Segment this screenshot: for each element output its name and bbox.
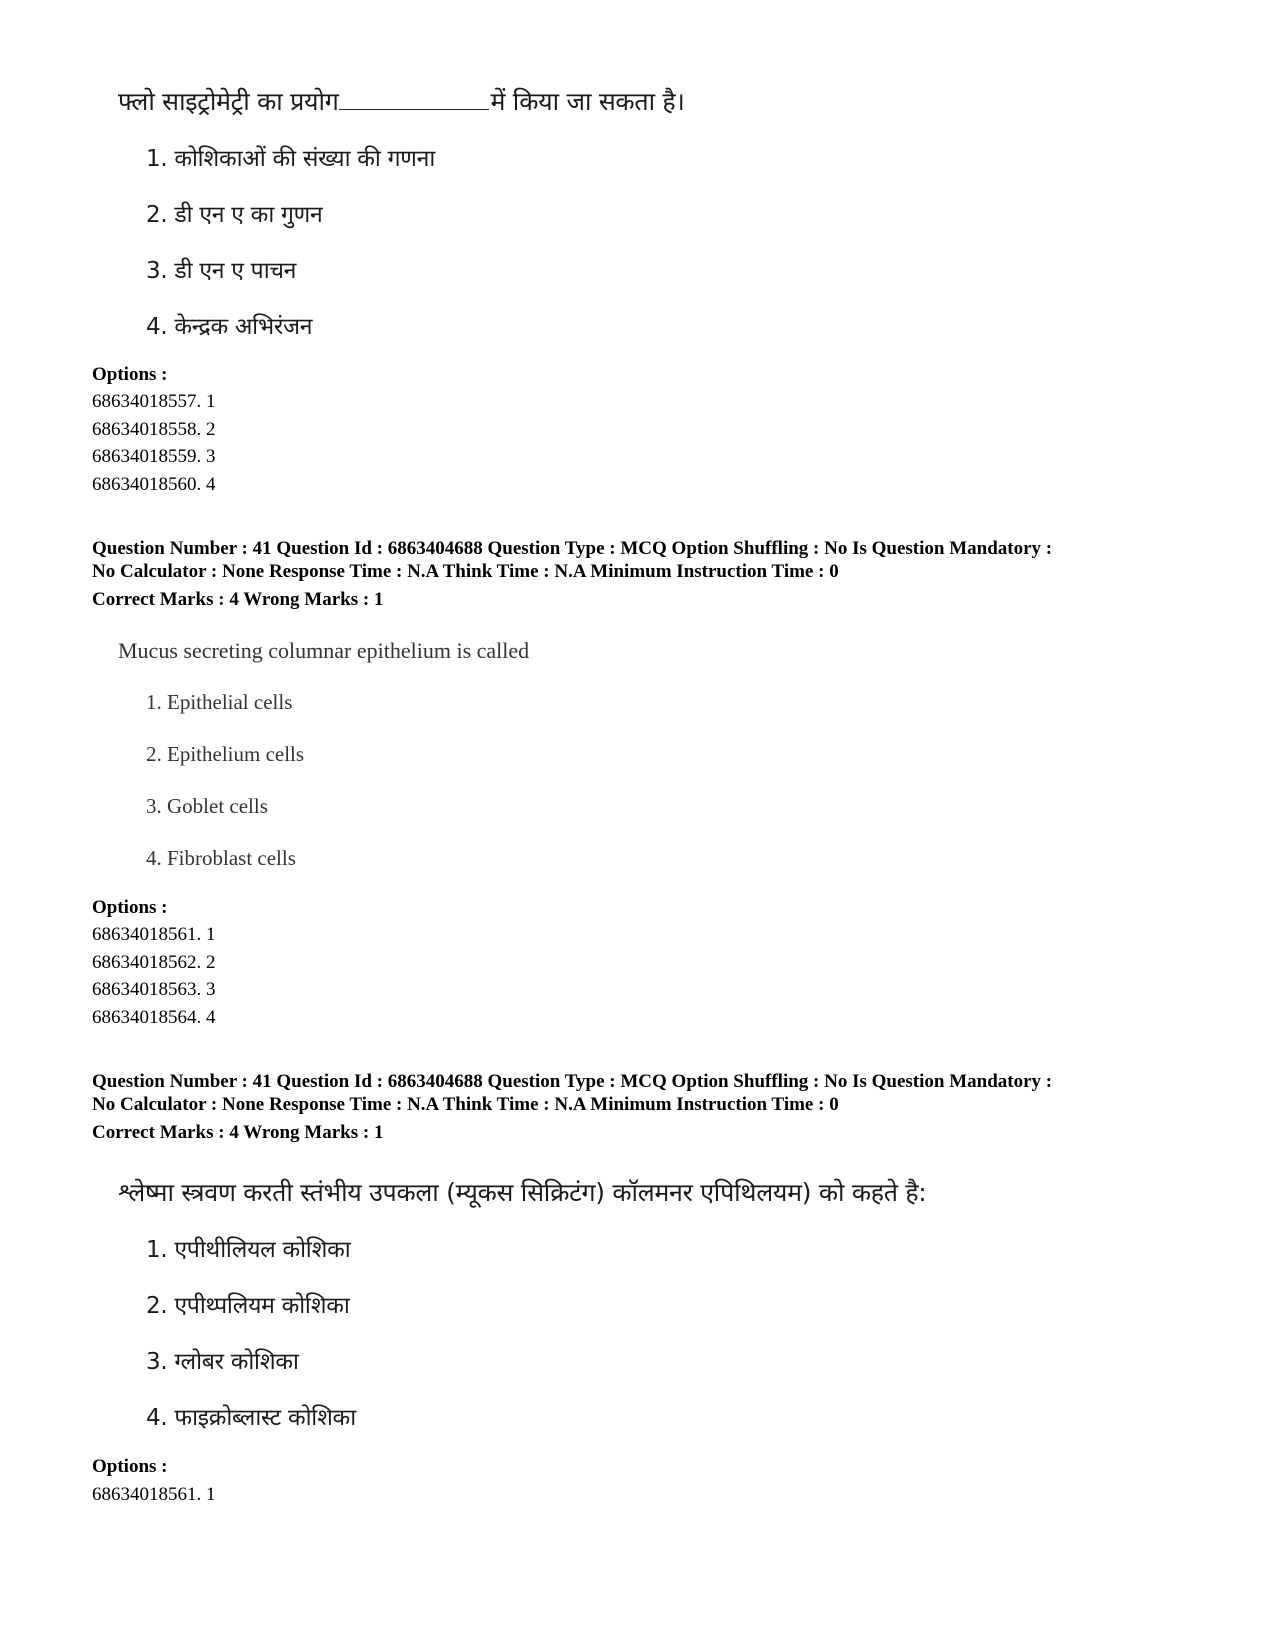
question-text-suffix: में किया जा सकता है। xyxy=(490,87,685,116)
options-label: Options : xyxy=(92,1456,168,1477)
question-marks: Correct Marks : 4 Wrong Marks : 1 xyxy=(92,589,384,610)
fill-blank xyxy=(339,87,489,110)
question-meta-line: No Calculator : None Response Time : N.A Think Time : N.A Minimum Instruction Time : 0 xyxy=(92,1094,839,1115)
choice-item: 4. केन्द्रक अभिरंजन xyxy=(146,314,313,340)
options-label: Options : xyxy=(92,897,168,918)
option-id-line: 68634018560. 4 xyxy=(92,474,216,495)
option-id-line: 68634018558. 2 xyxy=(92,419,216,440)
option-id-line: 68634018559. 3 xyxy=(92,446,216,467)
question-text: श्लेष्मा स्त्रवण करती स्तंभीय उपकला (म्यूकस सिक्रिटंग) कॉलमनर एपिथिलयम) को कहते है: xyxy=(118,1178,927,1207)
choice-item: 4. फाइक्रोब्लास्ट कोशिका xyxy=(146,1405,356,1431)
choice-item: 1. Epithelial cells xyxy=(146,690,293,714)
choice-item: 2. Epithelium cells xyxy=(146,742,305,766)
choice-item: 1. एपीथीलियल कोशिका xyxy=(146,1237,351,1263)
option-id-line: 68634018561. 1 xyxy=(92,1484,216,1505)
choice-item: 3. ग्लोबर कोशिका xyxy=(146,1349,299,1375)
choice-item: 4. Fibroblast cells xyxy=(146,846,296,870)
option-id-line: 68634018562. 2 xyxy=(92,952,216,973)
question-text-prefix: फ्लो साइट्रोमेट्री का प्रयोग xyxy=(118,87,339,116)
choice-item: 2. डी एन ए का गुणन xyxy=(146,202,323,228)
options-label: Options : xyxy=(92,364,168,385)
choice-item: 3. डी एन ए पाचन xyxy=(146,258,297,284)
question-meta-line: Question Number : 41 Question Id : 6863404688 Question Type : MCQ Option Shuffling : No Is Question Mandatory : xyxy=(92,538,1053,559)
question-meta-line: Question Number : 41 Question Id : 6863404688 Question Type : MCQ Option Shuffling : No Is Question Mandatory : xyxy=(92,1071,1053,1092)
choice-item: 2. एपीथ्पलियम कोशिका xyxy=(146,1293,350,1319)
question-meta-line: No Calculator : None Response Time : N.A Think Time : N.A Minimum Instruction Time : 0 xyxy=(92,561,839,582)
question-text xyxy=(118,84,685,118)
question-marks: Correct Marks : 4 Wrong Marks : 1 xyxy=(92,1122,384,1143)
choice-item: 1. कोशिकाओं की संख्या की गणना xyxy=(146,146,435,172)
option-id-line: 68634018557. 1 xyxy=(92,391,216,412)
choice-item: 3. Goblet cells xyxy=(146,794,268,818)
question-text: Mucus secreting columnar epithelium is called xyxy=(118,638,530,663)
option-id-line: 68634018563. 3 xyxy=(92,979,216,1000)
option-id-line: 68634018564. 4 xyxy=(92,1007,216,1028)
option-id-line: 68634018561. 1 xyxy=(92,924,216,945)
